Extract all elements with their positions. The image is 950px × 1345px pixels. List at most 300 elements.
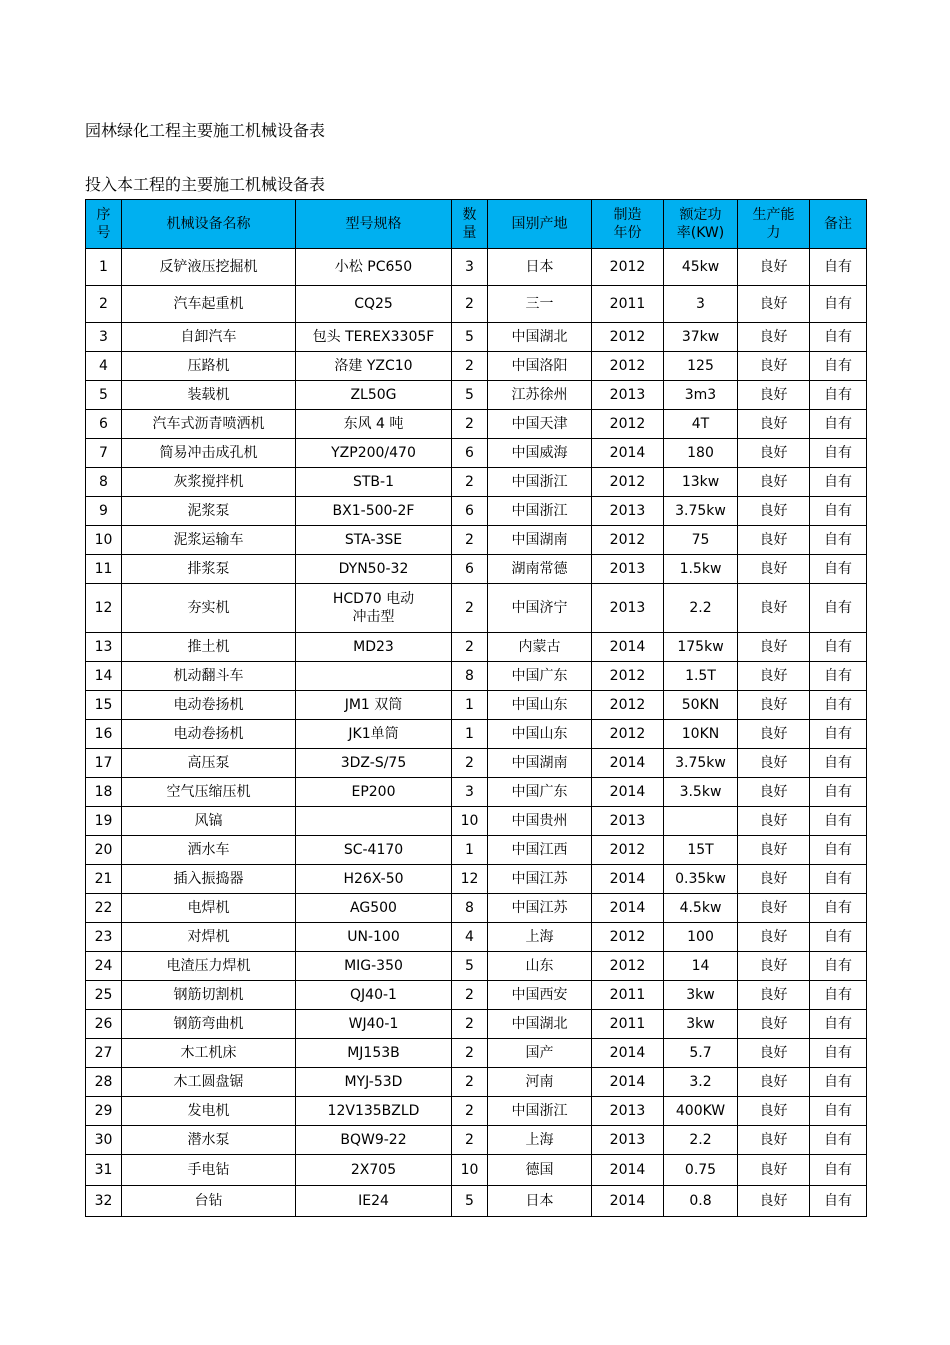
cell-index: 9 xyxy=(86,497,122,526)
cell-capacity: 良好 xyxy=(738,1068,810,1097)
cell-rated-power: 125 xyxy=(664,352,738,381)
cell-year: 2012 xyxy=(592,691,664,720)
table-row xyxy=(86,1010,867,1039)
cell-equipment-name: 电焊机 xyxy=(122,894,296,923)
cell-year: 2011 xyxy=(592,981,664,1010)
cell-remarks: 自有 xyxy=(810,1010,867,1039)
cell-model: UN-100 xyxy=(296,923,452,952)
cell-year: 2014 xyxy=(592,778,664,807)
cell-rated-power: 0.75 xyxy=(664,1155,738,1186)
cell-capacity: 良好 xyxy=(738,691,810,720)
cell-capacity: 良好 xyxy=(738,981,810,1010)
table-row xyxy=(86,323,867,352)
cell-remarks: 自有 xyxy=(810,249,867,286)
cell-rated-power: 2.2 xyxy=(664,1126,738,1155)
cell-origin: 湖南常德 xyxy=(488,555,592,584)
cell-capacity: 良好 xyxy=(738,778,810,807)
cell-capacity: 良好 xyxy=(738,865,810,894)
cell-year: 2013 xyxy=(592,584,664,633)
cell-remarks: 自有 xyxy=(810,1186,867,1217)
cell-origin: 中国威海 xyxy=(488,439,592,468)
table-row xyxy=(86,894,867,923)
cell-quantity: 2 xyxy=(452,526,488,555)
cell-rated-power: 100 xyxy=(664,923,738,952)
cell-remarks: 自有 xyxy=(810,1126,867,1155)
cell-rated-power: 5.7 xyxy=(664,1039,738,1068)
cell-capacity: 良好 xyxy=(738,497,810,526)
cell-capacity: 良好 xyxy=(738,584,810,633)
cell-rated-power: 3.2 xyxy=(664,1068,738,1097)
cell-remarks: 自有 xyxy=(810,633,867,662)
cell-equipment-name: 夯实机 xyxy=(122,584,296,633)
cell-capacity: 良好 xyxy=(738,952,810,981)
cell-equipment-name: 机动翻斗车 xyxy=(122,662,296,691)
cell-remarks: 自有 xyxy=(810,555,867,584)
cell-remarks: 自有 xyxy=(810,807,867,836)
cell-model: AG500 xyxy=(296,894,452,923)
cell-index: 20 xyxy=(86,836,122,865)
cell-quantity: 1 xyxy=(452,836,488,865)
cell-capacity: 良好 xyxy=(738,352,810,381)
cell-quantity: 6 xyxy=(452,555,488,584)
cell-remarks: 自有 xyxy=(810,584,867,633)
cell-year: 2011 xyxy=(592,286,664,323)
cell-origin: 中国浙江 xyxy=(488,1097,592,1126)
cell-index: 17 xyxy=(86,749,122,778)
table-row xyxy=(86,633,867,662)
cell-index: 22 xyxy=(86,894,122,923)
cell-remarks: 自有 xyxy=(810,381,867,410)
cell-origin: 三一 xyxy=(488,286,592,323)
cell-index: 28 xyxy=(86,1068,122,1097)
cell-quantity: 6 xyxy=(452,497,488,526)
table-row xyxy=(86,1039,867,1068)
cell-model: CQ25 xyxy=(296,286,452,323)
cell-model: IE24 xyxy=(296,1186,452,1217)
cell-year: 2014 xyxy=(592,1068,664,1097)
cell-year: 2013 xyxy=(592,381,664,410)
cell-remarks: 自有 xyxy=(810,1097,867,1126)
cell-rated-power: 3.5kw xyxy=(664,778,738,807)
cell-year: 2012 xyxy=(592,352,664,381)
cell-year: 2012 xyxy=(592,952,664,981)
cell-quantity: 8 xyxy=(452,662,488,691)
cell-year: 2012 xyxy=(592,662,664,691)
cell-capacity: 良好 xyxy=(738,1155,810,1186)
cell-model: STA-3SE xyxy=(296,526,452,555)
cell-capacity: 良好 xyxy=(738,286,810,323)
cell-rated-power: 0.8 xyxy=(664,1186,738,1217)
cell-rated-power: 4.5kw xyxy=(664,894,738,923)
cell-model: H26X-50 xyxy=(296,865,452,894)
cell-model: HCD70 电动 冲击型 xyxy=(296,584,452,633)
cell-origin: 中国江苏 xyxy=(488,894,592,923)
cell-remarks: 自有 xyxy=(810,923,867,952)
cell-equipment-name: 电动卷扬机 xyxy=(122,691,296,720)
cell-origin: 上海 xyxy=(488,923,592,952)
cell-model: QJ40-1 xyxy=(296,981,452,1010)
cell-remarks: 自有 xyxy=(810,836,867,865)
cell-year: 2013 xyxy=(592,1097,664,1126)
cell-year: 2012 xyxy=(592,323,664,352)
table-row xyxy=(86,836,867,865)
cell-capacity: 良好 xyxy=(738,410,810,439)
cell-origin: 德国 xyxy=(488,1155,592,1186)
cell-quantity: 2 xyxy=(452,981,488,1010)
cell-equipment-name: 洒水车 xyxy=(122,836,296,865)
table-row xyxy=(86,286,867,323)
cell-rated-power: 3.75kw xyxy=(664,497,738,526)
cell-origin: 中国江西 xyxy=(488,836,592,865)
cell-equipment-name: 电渣压力焊机 xyxy=(122,952,296,981)
cell-year: 2014 xyxy=(592,633,664,662)
cell-quantity: 5 xyxy=(452,952,488,981)
cell-equipment-name: 推土机 xyxy=(122,633,296,662)
cell-model: ZL50G xyxy=(296,381,452,410)
table-row xyxy=(86,952,867,981)
cell-equipment-name: 泥浆泵 xyxy=(122,497,296,526)
cell-index: 7 xyxy=(86,439,122,468)
table-row xyxy=(86,1097,867,1126)
cell-rated-power: 180 xyxy=(664,439,738,468)
cell-capacity: 良好 xyxy=(738,720,810,749)
cell-origin: 中国湖北 xyxy=(488,323,592,352)
cell-year: 2014 xyxy=(592,1039,664,1068)
cell-index: 11 xyxy=(86,555,122,584)
cell-quantity: 12 xyxy=(452,865,488,894)
cell-remarks: 自有 xyxy=(810,952,867,981)
cell-year: 2011 xyxy=(592,1010,664,1039)
cell-quantity: 3 xyxy=(452,249,488,286)
cell-capacity: 良好 xyxy=(738,836,810,865)
header-remarks: 备注 xyxy=(810,200,867,249)
cell-equipment-name: 汽车式沥青喷洒机 xyxy=(122,410,296,439)
table-row xyxy=(86,923,867,952)
table-row xyxy=(86,1155,867,1186)
cell-index: 30 xyxy=(86,1126,122,1155)
cell-equipment-name: 钢筋切割机 xyxy=(122,981,296,1010)
cell-origin: 上海 xyxy=(488,1126,592,1155)
cell-model xyxy=(296,662,452,691)
table-row xyxy=(86,352,867,381)
header-origin: 国别产地 xyxy=(488,200,592,249)
cell-year: 2014 xyxy=(592,1186,664,1217)
cell-origin: 中国山东 xyxy=(488,691,592,720)
cell-remarks: 自有 xyxy=(810,691,867,720)
cell-model: YZP200/470 xyxy=(296,439,452,468)
cell-rated-power: 75 xyxy=(664,526,738,555)
cell-quantity: 2 xyxy=(452,1039,488,1068)
cell-index: 3 xyxy=(86,323,122,352)
cell-capacity: 良好 xyxy=(738,894,810,923)
cell-rated-power: 1.5T xyxy=(664,662,738,691)
cell-origin: 中国江苏 xyxy=(488,865,592,894)
table-row xyxy=(86,526,867,555)
table-row xyxy=(86,1126,867,1155)
cell-model xyxy=(296,807,452,836)
cell-year: 2012 xyxy=(592,468,664,497)
cell-index: 1 xyxy=(86,249,122,286)
cell-equipment-name: 台钻 xyxy=(122,1186,296,1217)
cell-index: 18 xyxy=(86,778,122,807)
cell-index: 32 xyxy=(86,1186,122,1217)
cell-capacity: 良好 xyxy=(738,807,810,836)
cell-equipment-name: 压路机 xyxy=(122,352,296,381)
cell-rated-power: 15T xyxy=(664,836,738,865)
table-caption: 投入本工程的主要施工机械设备表 xyxy=(85,175,326,194)
page-title: 园林绿化工程主要施工机械设备表 xyxy=(85,121,326,140)
table-row xyxy=(86,807,867,836)
cell-index: 5 xyxy=(86,381,122,410)
cell-capacity: 良好 xyxy=(738,1186,810,1217)
cell-index: 6 xyxy=(86,410,122,439)
cell-remarks: 自有 xyxy=(810,468,867,497)
cell-equipment-name: 排浆泵 xyxy=(122,555,296,584)
cell-rated-power: 2.2 xyxy=(664,584,738,633)
cell-rated-power: 45kw xyxy=(664,249,738,286)
cell-capacity: 良好 xyxy=(738,662,810,691)
cell-model: 小松 PC650 xyxy=(296,249,452,286)
cell-origin: 中国济宁 xyxy=(488,584,592,633)
cell-quantity: 2 xyxy=(452,633,488,662)
cell-capacity: 良好 xyxy=(738,633,810,662)
cell-model: MJ153B xyxy=(296,1039,452,1068)
cell-equipment-name: 灰浆搅拌机 xyxy=(122,468,296,497)
cell-index: 26 xyxy=(86,1010,122,1039)
cell-year: 2012 xyxy=(592,720,664,749)
cell-remarks: 自有 xyxy=(810,497,867,526)
cell-index: 13 xyxy=(86,633,122,662)
cell-remarks: 自有 xyxy=(810,526,867,555)
cell-index: 14 xyxy=(86,662,122,691)
cell-model: STB-1 xyxy=(296,468,452,497)
cell-origin: 中国洛阳 xyxy=(488,352,592,381)
cell-origin: 河南 xyxy=(488,1068,592,1097)
table-header-row xyxy=(86,200,867,249)
cell-index: 8 xyxy=(86,468,122,497)
cell-model: DYN50-32 xyxy=(296,555,452,584)
cell-equipment-name: 钢筋弯曲机 xyxy=(122,1010,296,1039)
cell-model: JM1 双筒 xyxy=(296,691,452,720)
equipment-table xyxy=(85,199,867,1217)
cell-origin: 中国广东 xyxy=(488,778,592,807)
cell-quantity: 2 xyxy=(452,1126,488,1155)
cell-origin: 中国湖南 xyxy=(488,526,592,555)
cell-remarks: 自有 xyxy=(810,410,867,439)
cell-remarks: 自有 xyxy=(810,352,867,381)
cell-year: 2012 xyxy=(592,923,664,952)
cell-remarks: 自有 xyxy=(810,286,867,323)
cell-capacity: 良好 xyxy=(738,923,810,952)
header-year: 制造 年份 xyxy=(592,200,664,249)
cell-quantity: 2 xyxy=(452,286,488,323)
cell-rated-power: 3m3 xyxy=(664,381,738,410)
cell-capacity: 良好 xyxy=(738,555,810,584)
cell-quantity: 2 xyxy=(452,1097,488,1126)
cell-index: 24 xyxy=(86,952,122,981)
cell-index: 4 xyxy=(86,352,122,381)
cell-capacity: 良好 xyxy=(738,526,810,555)
cell-year: 2014 xyxy=(592,749,664,778)
cell-equipment-name: 高压泵 xyxy=(122,749,296,778)
cell-equipment-name: 对焊机 xyxy=(122,923,296,952)
cell-model: WJ40-1 xyxy=(296,1010,452,1039)
cell-index: 16 xyxy=(86,720,122,749)
cell-quantity: 2 xyxy=(452,410,488,439)
cell-rated-power: 3kw xyxy=(664,981,738,1010)
header-index: 序 号 xyxy=(86,200,122,249)
cell-index: 23 xyxy=(86,923,122,952)
cell-remarks: 自有 xyxy=(810,894,867,923)
cell-year: 2012 xyxy=(592,836,664,865)
table-row xyxy=(86,381,867,410)
cell-index: 29 xyxy=(86,1097,122,1126)
cell-equipment-name: 电动卷扬机 xyxy=(122,720,296,749)
cell-quantity: 6 xyxy=(452,439,488,468)
cell-origin: 中国广东 xyxy=(488,662,592,691)
cell-remarks: 自有 xyxy=(810,778,867,807)
cell-quantity: 5 xyxy=(452,381,488,410)
cell-capacity: 良好 xyxy=(738,749,810,778)
cell-index: 31 xyxy=(86,1155,122,1186)
cell-equipment-name: 插入振捣器 xyxy=(122,865,296,894)
cell-year: 2013 xyxy=(592,807,664,836)
cell-quantity: 10 xyxy=(452,1155,488,1186)
table-row xyxy=(86,439,867,468)
cell-rated-power: 50KN xyxy=(664,691,738,720)
cell-equipment-name: 木工机床 xyxy=(122,1039,296,1068)
cell-origin: 日本 xyxy=(488,1186,592,1217)
cell-capacity: 良好 xyxy=(738,1039,810,1068)
cell-quantity: 2 xyxy=(452,352,488,381)
cell-year: 2013 xyxy=(592,497,664,526)
cell-origin: 中国山东 xyxy=(488,720,592,749)
header-quantity: 数 量 xyxy=(452,200,488,249)
cell-year: 2014 xyxy=(592,1155,664,1186)
cell-rated-power: 175kw xyxy=(664,633,738,662)
cell-quantity: 1 xyxy=(452,691,488,720)
cell-model: MD23 xyxy=(296,633,452,662)
cell-index: 10 xyxy=(86,526,122,555)
cell-year: 2013 xyxy=(592,555,664,584)
table-row xyxy=(86,691,867,720)
cell-capacity: 良好 xyxy=(738,1010,810,1039)
cell-index: 2 xyxy=(86,286,122,323)
cell-model: 包头 TEREX3305F xyxy=(296,323,452,352)
cell-quantity: 4 xyxy=(452,923,488,952)
cell-capacity: 良好 xyxy=(738,323,810,352)
cell-quantity: 2 xyxy=(452,584,488,633)
cell-index: 15 xyxy=(86,691,122,720)
header-equipment-name: 机械设备名称 xyxy=(122,200,296,249)
table-row xyxy=(86,249,867,286)
cell-index: 27 xyxy=(86,1039,122,1068)
cell-index: 12 xyxy=(86,584,122,633)
cell-model: BQW9-22 xyxy=(296,1126,452,1155)
cell-remarks: 自有 xyxy=(810,1155,867,1186)
cell-equipment-name: 木工圆盘锯 xyxy=(122,1068,296,1097)
table-row xyxy=(86,662,867,691)
cell-quantity: 10 xyxy=(452,807,488,836)
cell-rated-power xyxy=(664,807,738,836)
table-row xyxy=(86,1186,867,1217)
cell-equipment-name: 手电钻 xyxy=(122,1155,296,1186)
cell-equipment-name: 自卸汽车 xyxy=(122,323,296,352)
cell-year: 2012 xyxy=(592,249,664,286)
cell-quantity: 2 xyxy=(452,749,488,778)
cell-quantity: 2 xyxy=(452,1068,488,1097)
cell-remarks: 自有 xyxy=(810,865,867,894)
cell-year: 2012 xyxy=(592,526,664,555)
cell-quantity: 2 xyxy=(452,1010,488,1039)
cell-quantity: 3 xyxy=(452,778,488,807)
cell-capacity: 良好 xyxy=(738,1126,810,1155)
cell-equipment-name: 装载机 xyxy=(122,381,296,410)
cell-origin: 中国湖北 xyxy=(488,1010,592,1039)
cell-equipment-name: 反铲液压挖掘机 xyxy=(122,249,296,286)
header-model: 型号规格 xyxy=(296,200,452,249)
cell-capacity: 良好 xyxy=(738,1097,810,1126)
table-row xyxy=(86,497,867,526)
cell-origin: 中国贵州 xyxy=(488,807,592,836)
table-row xyxy=(86,981,867,1010)
cell-remarks: 自有 xyxy=(810,662,867,691)
table-row xyxy=(86,778,867,807)
cell-origin: 中国西安 xyxy=(488,981,592,1010)
cell-rated-power: 14 xyxy=(664,952,738,981)
cell-rated-power: 3.75kw xyxy=(664,749,738,778)
cell-origin: 日本 xyxy=(488,249,592,286)
cell-quantity: 8 xyxy=(452,894,488,923)
cell-model: 洛建 YZC10 xyxy=(296,352,452,381)
cell-remarks: 自有 xyxy=(810,749,867,778)
cell-quantity: 1 xyxy=(452,720,488,749)
cell-equipment-name: 汽车起重机 xyxy=(122,286,296,323)
cell-equipment-name: 空气压缩压机 xyxy=(122,778,296,807)
cell-model: JK1单筒 xyxy=(296,720,452,749)
cell-rated-power: 37kw xyxy=(664,323,738,352)
cell-model: EP200 xyxy=(296,778,452,807)
cell-rated-power: 0.35kw xyxy=(664,865,738,894)
cell-origin: 中国浙江 xyxy=(488,468,592,497)
cell-remarks: 自有 xyxy=(810,323,867,352)
cell-remarks: 自有 xyxy=(810,439,867,468)
cell-origin: 中国天津 xyxy=(488,410,592,439)
table-row xyxy=(86,749,867,778)
cell-equipment-name: 潜水泵 xyxy=(122,1126,296,1155)
cell-model: 12V135BZLD xyxy=(296,1097,452,1126)
cell-capacity: 良好 xyxy=(738,381,810,410)
cell-equipment-name: 简易冲击成孔机 xyxy=(122,439,296,468)
cell-remarks: 自有 xyxy=(810,1039,867,1068)
cell-model: 3DZ-S/75 xyxy=(296,749,452,778)
cell-year: 2014 xyxy=(592,894,664,923)
header-rated-power: 额定功 率(KW) xyxy=(664,200,738,249)
cell-origin: 内蒙古 xyxy=(488,633,592,662)
cell-model: SC-4170 xyxy=(296,836,452,865)
cell-remarks: 自有 xyxy=(810,720,867,749)
cell-capacity: 良好 xyxy=(738,439,810,468)
cell-origin: 国产 xyxy=(488,1039,592,1068)
cell-rated-power: 10KN xyxy=(664,720,738,749)
cell-remarks: 自有 xyxy=(810,981,867,1010)
cell-equipment-name: 风镐 xyxy=(122,807,296,836)
cell-origin: 山东 xyxy=(488,952,592,981)
cell-equipment-name: 泥浆运输车 xyxy=(122,526,296,555)
cell-rated-power: 4T xyxy=(664,410,738,439)
cell-origin: 中国浙江 xyxy=(488,497,592,526)
cell-model: BX1-500-2F xyxy=(296,497,452,526)
